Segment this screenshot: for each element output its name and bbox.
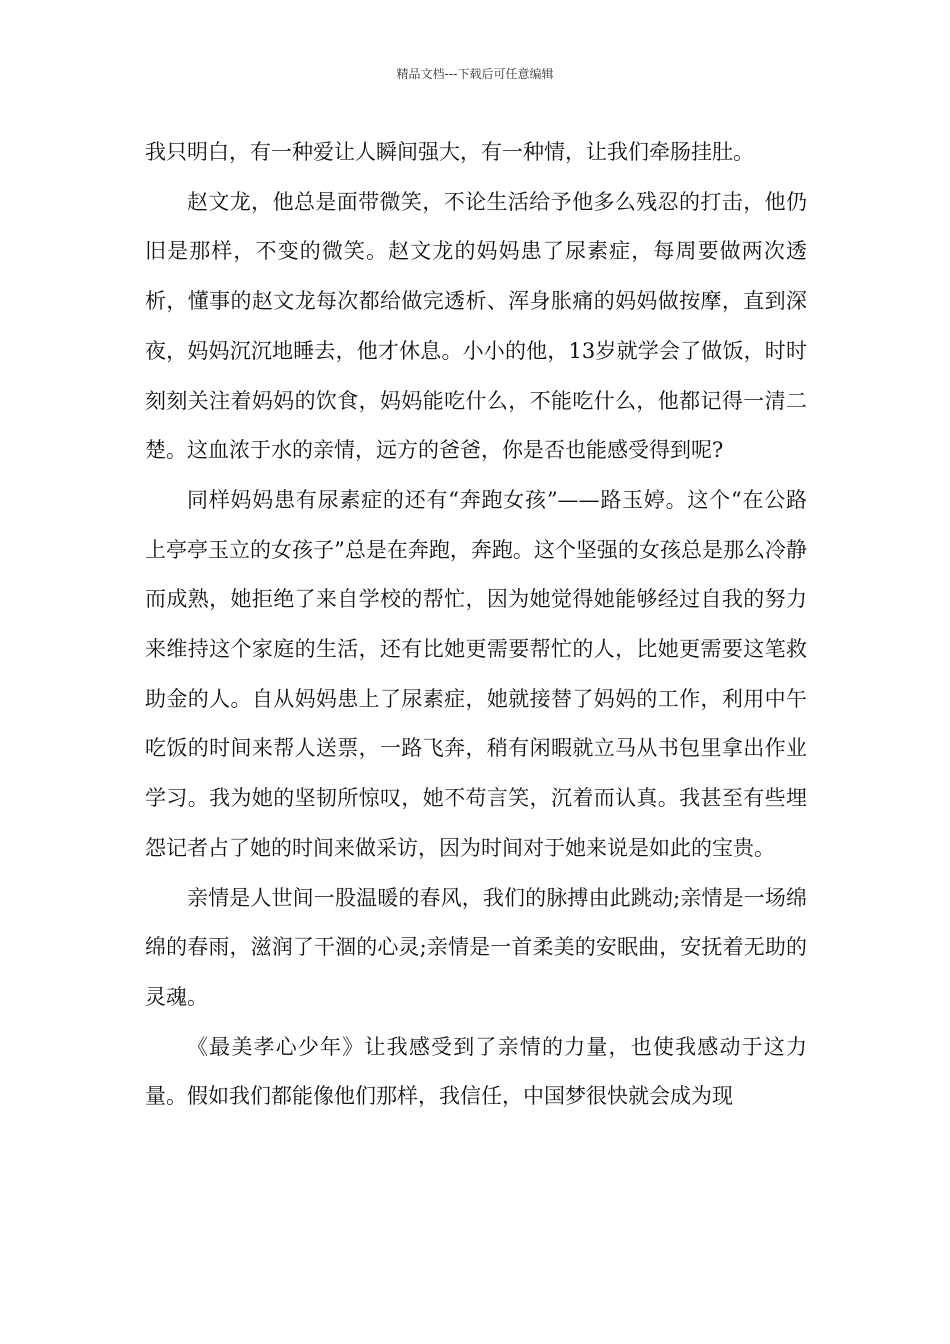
paragraph-4: 亲情是人世间一股温暖的春风，我们的脉搏由此跳动;亲情是一场绵绵的春雨，滋润了干涸的心灵;亲情是一首柔美的安眠曲，安抚着无助的灵魂。 bbox=[145, 885, 807, 1009]
paragraph-3: 同样妈妈患有尿素症的还有“奔跑女孩”——路玉婷。这个“在公路上亭亭玉立的女孩子”总是在奔跑，奔跑。这个坚强的女孩总是那么冷静而成熟，她拒绝了来自学校的帮忙，因为她觉得她能够经过自我的努力来维持这个家庭的生活，还有比她更需要帮忙的人，比她更需要这笔救助金的人。自从妈妈患上了尿素症，她就接替了妈妈的工作，利用中午吃饭的时间来帮人送票，一路飞奔，稍有闲暇就立马从书包里拿出作业学习。我为她的坚韧所惊叹，她不苟言笑，沉着而认真。我甚至有些埋怨记者占了她的时间来做采访，因为时间对于她来说是如此的宝贵。 bbox=[145, 487, 807, 860]
document-body bbox=[145, 128, 807, 1122]
paragraph-5: 《最美孝心少年》让我感受到了亲情的力量，也使我感动于这力量。假如我们都能像他们那样，我信任，中国梦很快就会成为现 bbox=[145, 1034, 807, 1109]
paragraph-1: 我只明白，有一种爱让人瞬间强大，有一种情，让我们牵肠挂肚。 bbox=[145, 140, 754, 164]
page-header: 精品文档---下载后可任意编辑 bbox=[396, 67, 554, 81]
paragraph-2: 赵文龙，他总是面带微笑，不论生活给予他多么残忍的打击，他仍旧是那样，不变的微笑。赵文龙的妈妈患了尿素症，每周要做两次透析，懂事的赵文龙每次都给做完透析、浑身胀痛的妈妈做按摩，直到深夜，妈妈沉沉地睡去，他才休息。小小的他，13岁就学会了做饭，时时刻刻关注着妈妈的饮食，妈妈能吃什么，不能吃什么，他都记得一清二楚。这血浓于水的亲情，远方的爸爸，你是否也能感受得到呢? bbox=[145, 189, 807, 463]
